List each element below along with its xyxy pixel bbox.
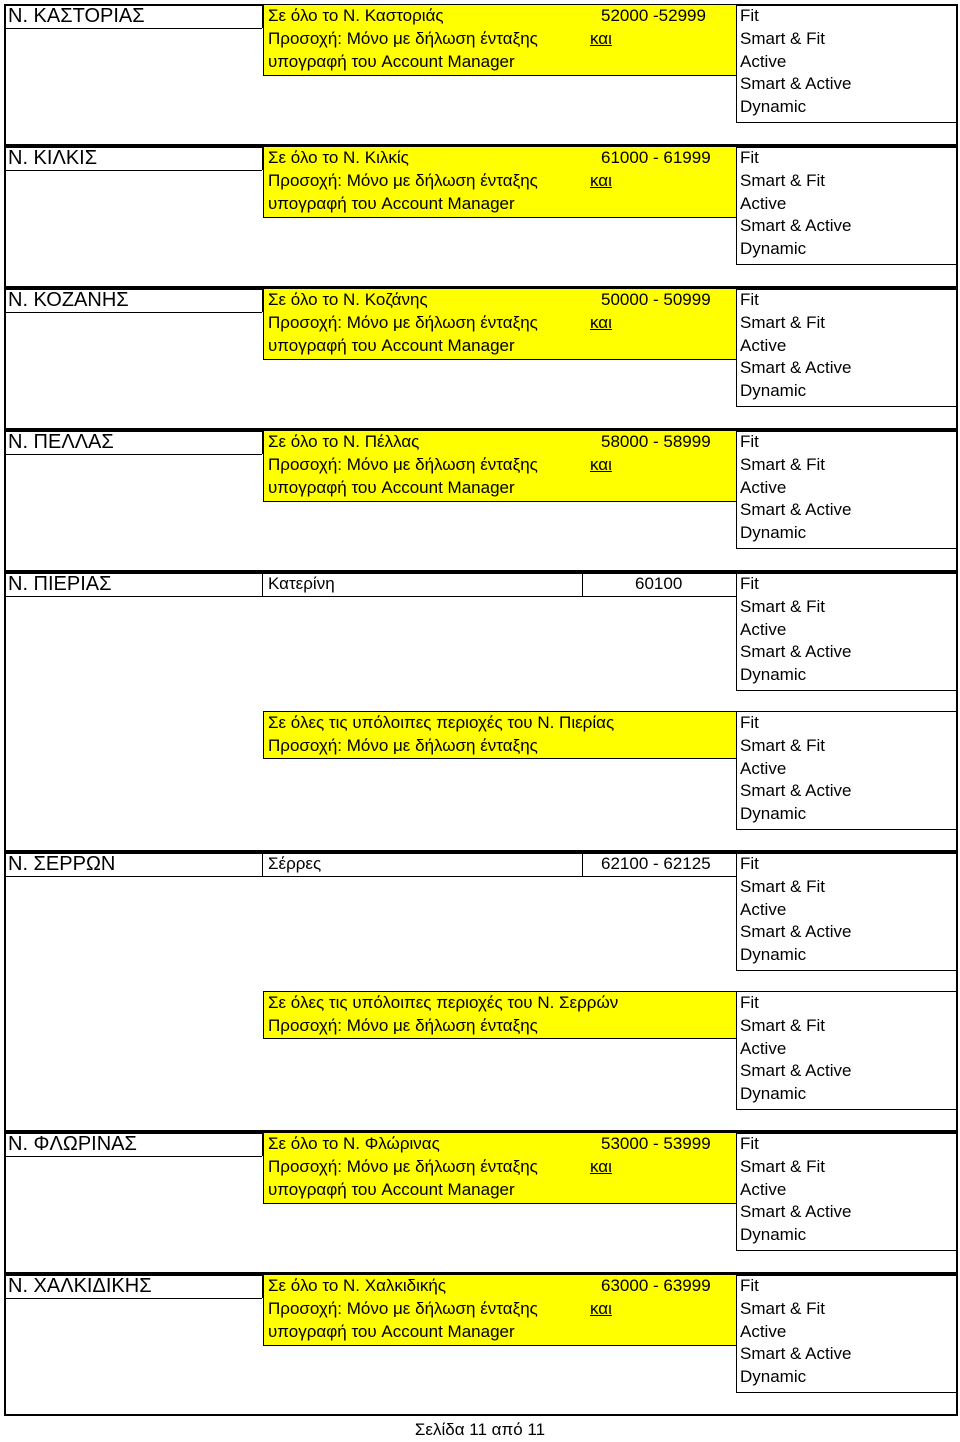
rest-options-left-border	[736, 711, 737, 829]
block-left-border	[4, 1274, 6, 1416]
zip-range: 53000 - 53999	[601, 1134, 711, 1153]
coverage-note-manager: υπογραφή του Account Manager	[268, 336, 515, 355]
plan-option: Active	[740, 1179, 787, 1199]
block-right-border	[956, 4, 958, 146]
coverage-note: Προσοχή: Μόνο με δήλωση ένταξης	[268, 29, 538, 48]
region-name: Ν. ΠΕΛΛΑΣ	[8, 431, 114, 453]
block-top-border	[4, 572, 958, 574]
plan-option: Dynamic	[740, 1367, 807, 1387]
options-left-border	[736, 1132, 737, 1250]
block-right-border	[956, 146, 958, 288]
name-cell-bottom	[4, 1156, 262, 1157]
block-left-border	[4, 572, 6, 852]
plan-option: Dynamic	[740, 665, 807, 685]
rest-coverage-note: Προσοχή: Μόνο με δήλωση ένταξης	[268, 736, 538, 755]
zip-range: 63000 - 63999	[601, 1276, 711, 1295]
block-left-border	[4, 146, 6, 288]
coverage-area: Σε όλο το Ν. Χαλκιδικής	[268, 1276, 447, 1295]
rest-coverage-area: Σε όλες τις υπόλοιπες περιοχές του Ν. Πιερίας	[268, 713, 615, 732]
name-cell-bottom	[4, 1298, 262, 1299]
options-bottom-border	[736, 970, 958, 971]
options-left-border	[736, 852, 737, 970]
options-bottom-border	[736, 1392, 958, 1393]
options-bottom-border	[736, 548, 958, 549]
plan-option: Dynamic	[740, 523, 807, 543]
plan-option: Fit	[740, 290, 759, 309]
options-left-border	[736, 430, 737, 548]
plan-option: Active	[740, 1038, 787, 1058]
plan-option: Dynamic	[740, 381, 807, 401]
name-cell-bottom	[4, 454, 262, 455]
plan-option: Smart & Active	[740, 1061, 852, 1081]
area-bottom-border	[262, 596, 736, 597]
coverage-note-manager: υπογραφή του Account Manager	[268, 478, 515, 497]
plan-option: Smart & Active	[740, 642, 852, 662]
plan-option: Fit	[740, 1134, 759, 1153]
name-cell-bottom	[4, 312, 262, 313]
coverage-note-and u: και	[590, 455, 612, 474]
coverage-area: Σε όλο το Ν. Κιλκίς	[268, 148, 409, 167]
block-right-border	[956, 572, 958, 852]
name-cell-bottom	[4, 28, 262, 29]
plan-option: Smart & Active	[740, 922, 852, 942]
plan-option: Fit	[740, 432, 759, 451]
coverage-note-and u: και	[590, 29, 612, 48]
block-left-border	[4, 4, 6, 146]
coverage-area: Σε όλο το Ν. Καστοριάς	[268, 6, 444, 25]
options-bottom-border	[736, 122, 958, 123]
plan-option: Fit	[740, 993, 759, 1012]
plan-option: Fit	[740, 713, 759, 732]
plan-option: Active	[740, 1321, 787, 1341]
plan-option: Fit	[740, 148, 759, 167]
block-right-border	[956, 430, 958, 572]
block-right-border	[956, 1132, 958, 1274]
area-left-border	[262, 572, 263, 596]
zip-left-border	[582, 852, 583, 876]
plan-option: Smart & Active	[740, 216, 852, 236]
block-left-border	[4, 1132, 6, 1274]
options-bottom-border	[736, 1250, 958, 1251]
block-left-border	[4, 288, 6, 430]
plan-option: Smart & Fit	[740, 312, 826, 332]
block-right-border	[956, 852, 958, 1132]
zip-range: 52000 -52999	[601, 6, 706, 25]
plan-option: Active	[740, 193, 787, 213]
coverage-note: Προσοχή: Μόνο με δήλωση ένταξης	[268, 455, 538, 474]
zip-range: 61000 - 61999	[601, 148, 711, 167]
rest-coverage-area: Σε όλες τις υπόλοιπες περιοχές του Ν. Σερρών	[268, 993, 619, 1012]
options-left-border	[736, 288, 737, 406]
zip-range: 50000 - 50999	[601, 290, 711, 309]
coverage-note: Προσοχή: Μόνο με δήλωση ένταξης	[268, 171, 538, 190]
plan-option: Dynamic	[740, 804, 807, 824]
coverage-note-manager: υπογραφή του Account Manager	[268, 1180, 515, 1199]
name-cell-bottom	[4, 170, 262, 171]
plan-option: Smart & Fit	[740, 1156, 826, 1176]
page-footer: Σελίδα 11 από 11	[414, 1420, 546, 1439]
zip-left-border	[582, 572, 583, 596]
plan-option: Smart & Active	[740, 781, 852, 801]
plan-option: Fit	[740, 1276, 759, 1295]
region-name: Ν. ΠΙΕΡΙΑΣ	[8, 573, 112, 595]
options-left-border	[736, 572, 737, 690]
plan-option: Smart & Fit	[740, 1298, 826, 1318]
plan-option: Active	[740, 758, 787, 778]
coverage-note-manager: υπογραφή του Account Manager	[268, 194, 515, 213]
options-left-border	[736, 4, 737, 122]
coverage-area: Σέρρες	[268, 854, 322, 873]
rest-options-top-border	[736, 711, 958, 712]
plan-option: Dynamic	[740, 97, 807, 117]
coverage-note: Προσοχή: Μόνο με δήλωση ένταξης	[268, 1299, 538, 1318]
rest-options-bottom-border	[736, 1109, 958, 1110]
rest-options-bottom-border	[736, 829, 958, 830]
plan-option: Smart & Active	[740, 1202, 852, 1222]
options-bottom-border	[736, 406, 958, 407]
options-left-border	[736, 1274, 737, 1392]
plan-option: Smart & Active	[740, 358, 852, 378]
area-left-border	[262, 852, 263, 876]
plan-option: Smart & Fit	[740, 454, 826, 474]
coverage-note-manager: υπογραφή του Account Manager	[268, 52, 515, 71]
region-name: Ν. ΧΑΛΚΙΔΙΚΗΣ	[8, 1275, 152, 1297]
plan-option: Dynamic	[740, 239, 807, 259]
zip-range: 58000 - 58999	[601, 432, 711, 451]
region-name: Ν. ΣΕΡΡΩΝ	[8, 853, 116, 875]
region-name: Ν. ΚΑΣΤΟΡΙΑΣ	[8, 5, 145, 27]
area-bottom-border	[262, 876, 736, 877]
region-name: Ν. ΚΟΖΑΝΗΣ	[8, 289, 129, 311]
block-left-border	[4, 430, 6, 572]
rest-options-top-border	[736, 991, 958, 992]
plan-option: Fit	[740, 574, 759, 593]
plan-option: Active	[740, 619, 787, 639]
region-name: Ν. ΚΙΛΚΙΣ	[8, 147, 98, 169]
plan-option: Active	[740, 51, 787, 71]
plan-option: Active	[740, 899, 787, 919]
coverage-note-manager: υπογραφή του Account Manager	[268, 1322, 515, 1341]
coverage-area: Σε όλο το Ν. Κοζάνης	[268, 290, 428, 309]
coverage-note: Προσοχή: Μόνο με δήλωση ένταξης	[268, 313, 538, 332]
coverage-note-and u: και	[590, 1299, 612, 1318]
plan-option: Fit	[740, 6, 759, 25]
plan-option: Smart & Fit	[740, 170, 826, 190]
coverage-area: Σε όλο το Ν. Πέλλας	[268, 432, 420, 451]
plan-option: Fit	[740, 854, 759, 873]
block-bottom-border	[4, 1414, 958, 1416]
plan-option: Smart & Active	[740, 74, 852, 94]
plan-option: Smart & Active	[740, 500, 852, 520]
plan-option: Dynamic	[740, 1084, 807, 1104]
plan-option: Smart & Fit	[740, 596, 826, 616]
name-cell-bottom	[4, 876, 262, 877]
coverage-area: Σε όλο το Ν. Φλώρινας	[268, 1134, 440, 1153]
coverage-area: Κατερίνη	[268, 574, 335, 593]
block-top-border	[4, 852, 958, 854]
plan-option: Dynamic	[740, 945, 807, 965]
zip-range: 60100	[635, 574, 683, 593]
coverage-note-and u: και	[590, 313, 612, 332]
rest-options-left-border	[736, 991, 737, 1109]
region-name: Ν. ΦΛΩΡΙΝΑΣ	[8, 1133, 137, 1155]
name-cell-bottom	[4, 596, 262, 597]
coverage-note-and u: και	[590, 1157, 612, 1176]
plan-option: Smart & Fit	[740, 1015, 826, 1035]
plan-option: Dynamic	[740, 1225, 807, 1245]
plan-option: Smart & Fit	[740, 735, 826, 755]
plan-option: Smart & Active	[740, 1344, 852, 1364]
options-bottom-border	[736, 264, 958, 265]
plan-option: Active	[740, 335, 787, 355]
options-bottom-border	[736, 690, 958, 691]
block-right-border	[956, 288, 958, 430]
options-left-border	[736, 146, 737, 264]
coverage-note: Προσοχή: Μόνο με δήλωση ένταξης	[268, 1157, 538, 1176]
plan-option: Active	[740, 477, 787, 497]
plan-option: Smart & Fit	[740, 28, 826, 48]
coverage-note-and u: και	[590, 171, 612, 190]
block-right-border	[956, 1274, 958, 1416]
plan-option: Smart & Fit	[740, 876, 826, 896]
zip-range: 62100 - 62125	[601, 854, 711, 873]
rest-coverage-note: Προσοχή: Μόνο με δήλωση ένταξης	[268, 1016, 538, 1035]
block-left-border	[4, 852, 6, 1132]
